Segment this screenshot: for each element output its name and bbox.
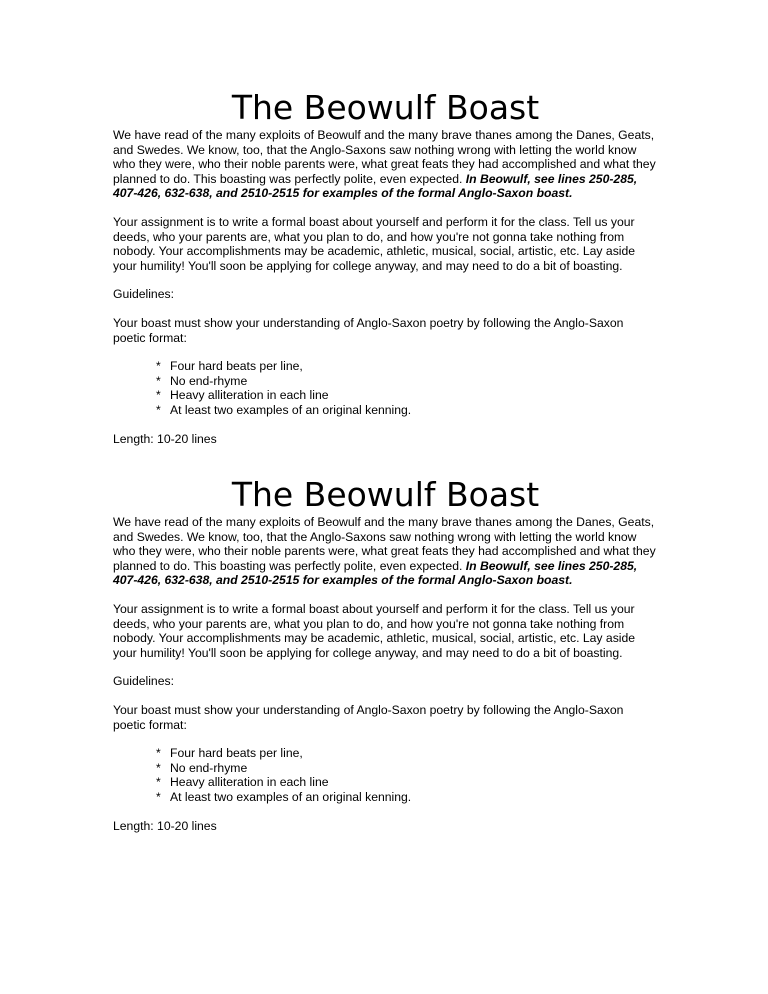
intro-text: We have read of the many exploits of Beowulf and the many brave thanes among the Danes, Geats, and Swedes. We know, too, that the Anglo-Saxons saw nothing wrong with letting the world know who they were, who their noble parents were, what great feats they had accomplished and what they planned to do. This boasting was perfectly polite, even expected. bbox=[113, 515, 656, 573]
list-item bbox=[156, 359, 658, 374]
page-title: The Beowulf Boast bbox=[231, 88, 540, 127]
list-item-text: At least two examples of an original kenning. bbox=[170, 402, 412, 417]
intro-emphasis: In Beowulf, see lines 250-285, 407-426, 632-638, and 2510-2515 for examples of the formal Anglo-Saxon boast. bbox=[113, 171, 638, 201]
guidelines-list bbox=[113, 746, 658, 804]
list-item bbox=[156, 775, 658, 790]
length-line: Length: 10-20 lines bbox=[113, 818, 217, 833]
intro-paragraph bbox=[113, 128, 658, 201]
boast-section-2 bbox=[113, 475, 658, 833]
intro-text: We have read of the many exploits of Beowulf and the many brave thanes among the Danes, Geats, and Swedes. We know, too, that the Anglo-Saxons saw nothing wrong with letting the world know who they were, who their noble parents were, what great feats they had accomplished and what they planned to do. This boasting was perfectly polite, even expected. bbox=[113, 128, 656, 186]
assignment-paragraph: Your assignment is to write a formal boast about yourself and perform it for the class. Tell us your deeds, who your parents are, what you plan to do, and how you're not gonna take nothing from nobody. Your accomplishments may be academic, athletic, musical, social, artistic, etc. Lay aside your humility! You'll soon be applying for college anyway, and may need to do a bit of boasting. bbox=[113, 601, 636, 660]
list-item-text: Four hard beats per line, bbox=[170, 359, 303, 374]
guidelines-label: Guidelines: bbox=[113, 287, 174, 302]
bullet-marker: * bbox=[156, 789, 161, 804]
list-item-text: Four hard beats per line, bbox=[170, 746, 303, 761]
list-item bbox=[156, 374, 658, 389]
bullet-marker: * bbox=[156, 388, 161, 403]
guidelines-label: Guidelines: bbox=[113, 674, 174, 689]
format-paragraph: Your boast must show your understanding of Anglo-Saxon poetry by following the Anglo-Saxon poetic format: bbox=[113, 702, 624, 732]
intro-paragraph bbox=[113, 515, 658, 588]
list-item bbox=[156, 761, 658, 776]
boast-section-1 bbox=[113, 88, 658, 446]
list-item bbox=[156, 746, 658, 761]
length-line: Length: 10-20 lines bbox=[113, 431, 217, 446]
list-item bbox=[156, 790, 658, 805]
guidelines-list bbox=[113, 359, 658, 417]
list-item-text: At least two examples of an original kenning. bbox=[170, 789, 412, 804]
list-item-text: No end-rhyme bbox=[170, 373, 248, 388]
intro-emphasis: In Beowulf, see lines 250-285, 407-426, 632-638, and 2510-2515 for examples of the formal Anglo-Saxon boast. bbox=[113, 558, 638, 588]
bullet-marker: * bbox=[156, 402, 161, 417]
bullet-marker: * bbox=[156, 373, 161, 388]
bullet-marker: * bbox=[156, 775, 161, 790]
list-item-text: Heavy alliteration in each line bbox=[170, 388, 329, 403]
list-item-text: No end-rhyme bbox=[170, 760, 248, 775]
list-item-text: Heavy alliteration in each line bbox=[170, 775, 329, 790]
page-title: The Beowulf Boast bbox=[231, 475, 540, 514]
bullet-marker: * bbox=[156, 746, 161, 761]
assignment-paragraph: Your assignment is to write a formal boast about yourself and perform it for the class. Tell us your deeds, who your parents are, what you plan to do, and how you're not gonna take nothing from nobody. Your accomplishments may be academic, athletic, musical, social, artistic, etc. Lay aside your humility! You'll soon be applying for college anyway, and may need to do a bit of boasting. bbox=[113, 214, 636, 273]
list-item bbox=[156, 388, 658, 403]
format-paragraph: Your boast must show your understanding of Anglo-Saxon poetry by following the Anglo-Saxon poetic format: bbox=[113, 315, 624, 345]
list-item bbox=[156, 403, 658, 418]
bullet-marker: * bbox=[156, 359, 161, 374]
bullet-marker: * bbox=[156, 760, 161, 775]
